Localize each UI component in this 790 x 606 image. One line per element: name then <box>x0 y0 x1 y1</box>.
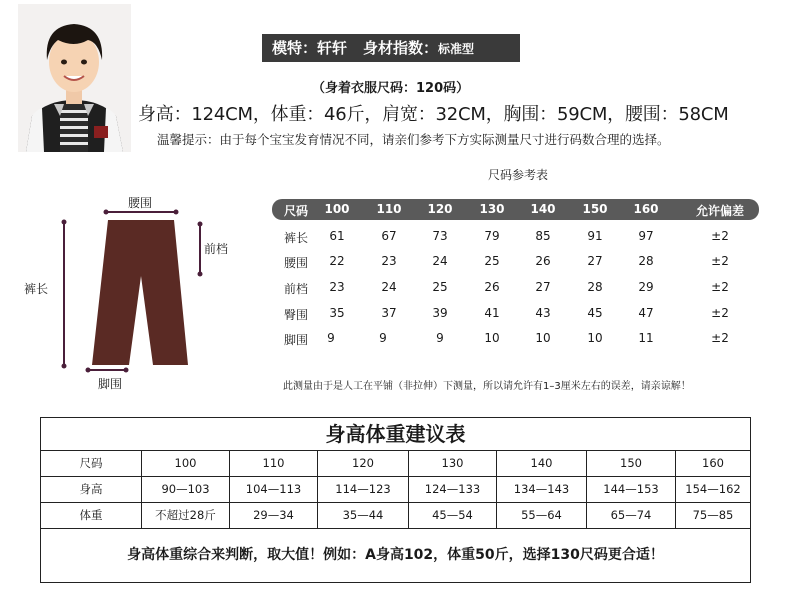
model-photo <box>18 4 131 152</box>
table-cell: 23 <box>329 280 345 294</box>
table-cell: 体重 <box>41 503 142 528</box>
table-cell: 25 <box>432 280 448 294</box>
table-cell: 91 <box>587 229 603 243</box>
suggestion-table-title: 身高体重建议表 <box>41 418 750 451</box>
size-table-header <box>272 199 759 220</box>
table-cell: 154—162 <box>685 482 741 496</box>
size-header-cell: 120 <box>427 202 453 216</box>
table-cell: 75—85 <box>692 508 734 522</box>
table-cell: 114—123 <box>318 477 409 502</box>
table-cell: 45 <box>587 306 603 320</box>
table-cell: 90—103 <box>142 477 230 502</box>
table-cell: 67 <box>381 229 397 243</box>
table-cell: 160 <box>702 456 724 470</box>
size-header-cell: 110 <box>376 202 402 216</box>
height-weight-table <box>40 417 751 583</box>
table-cell: 26 <box>484 280 500 294</box>
table-cell: 9 <box>436 331 444 345</box>
table-cell: 27 <box>587 254 603 268</box>
table-cell: 140 <box>497 451 587 476</box>
table-cell: 100 <box>142 451 230 476</box>
table-cell: 23 <box>381 254 397 268</box>
size-header-cell: 150 <box>582 202 608 216</box>
size-header-cell: 100 <box>324 202 350 216</box>
table-cell: 尺码 <box>41 451 142 476</box>
table-cell: 24 <box>381 280 397 294</box>
table-cell: 104—113 <box>230 477 318 502</box>
table-cell: 43 <box>535 306 551 320</box>
table-cell: 28 <box>638 254 654 268</box>
table-cell: 10 <box>587 331 603 345</box>
table-cell: 24 <box>432 254 448 268</box>
waist-label: 腰围 <box>128 196 153 210</box>
model-info-banner <box>262 34 520 62</box>
table-cell: 47 <box>638 306 654 320</box>
table-row <box>41 451 750 477</box>
table-cell: 150 <box>587 451 676 476</box>
table-cell: 97 <box>638 229 654 243</box>
table-cell: 134—143 <box>497 477 587 502</box>
pants-illustration <box>20 190 240 390</box>
table-cell: 55—64 <box>497 503 587 528</box>
table-cell: 39 <box>432 306 448 320</box>
table-cell: 9 <box>327 331 335 345</box>
table-row <box>41 477 750 503</box>
table-cell: 不超过28斤 <box>142 503 230 528</box>
measurement-note: 此测量由于是人工在平铺（非拉伸）下测量，所以请允许有1–3厘米左右的误差，请亲谅解！ <box>283 381 691 392</box>
table-cell: ±2 <box>711 254 729 268</box>
model-measurements: 身高：124CM，体重：46斤，肩宽：32CM，胸围：59CM，腰围：58CM <box>138 104 729 125</box>
table-cell: 35—44 <box>318 503 409 528</box>
table-cell: 9 <box>379 331 387 345</box>
table-cell: 裤长 <box>283 231 309 245</box>
table-cell: 10 <box>535 331 551 345</box>
table-cell: 35 <box>329 306 345 320</box>
hem-label: 脚围 <box>98 377 123 391</box>
table-cell: 120 <box>318 451 409 476</box>
table-cell: 臀围 <box>283 308 309 322</box>
table-cell: 41 <box>484 306 500 320</box>
table-cell: 腰围 <box>283 256 309 270</box>
table-cell: 26 <box>535 254 551 268</box>
size-header-cell: 140 <box>530 202 556 216</box>
table-cell: 45—54 <box>409 503 497 528</box>
model-name: 轩轩 <box>317 39 348 57</box>
table-cell: 11 <box>638 331 654 345</box>
model-label: 模特： <box>272 39 318 57</box>
body-index-value: 标准型 <box>438 42 475 56</box>
suggestion-footer: 身高体重综合来判断，取大值！例如：A身高102，体重50斤，选择130尺码更合适！ <box>127 547 664 563</box>
table-cell: 144—153 <box>587 477 676 502</box>
size-header-cell: 130 <box>479 202 505 216</box>
table-cell: 73 <box>432 229 448 243</box>
size-table-title: 尺码参考表 <box>488 168 549 182</box>
size-header-cell: 允许偏差 <box>695 204 745 218</box>
table-cell: 身高 <box>41 477 142 502</box>
table-cell: 65—74 <box>587 503 676 528</box>
length-label: 裤长 <box>24 282 49 296</box>
size-header-cell: 160 <box>633 202 659 216</box>
table-row <box>41 503 750 529</box>
table-cell: 25 <box>484 254 500 268</box>
table-cell: 110 <box>230 451 318 476</box>
table-cell: 37 <box>381 306 397 320</box>
table-cell: 28 <box>587 280 603 294</box>
table-cell: ±2 <box>711 229 729 243</box>
table-cell: 脚围 <box>283 333 309 347</box>
table-cell: 79 <box>484 229 500 243</box>
table-cell: ±2 <box>711 280 729 294</box>
front-rise-label: 前档 <box>204 242 229 256</box>
table-cell: 61 <box>329 229 345 243</box>
table-cell: 85 <box>535 229 551 243</box>
table-cell: 27 <box>535 280 551 294</box>
table-cell: 29 <box>638 280 654 294</box>
table-cell: 130 <box>409 451 497 476</box>
table-cell: 10 <box>484 331 500 345</box>
size-header-cell: 尺码 <box>283 204 309 218</box>
table-cell: 29—34 <box>230 503 318 528</box>
sizing-tip: 温馨提示：由于每个宝宝发育情况不同，请亲们参考下方实际测量尺寸进行码数合理的选择。 <box>157 132 670 147</box>
table-cell: ±2 <box>711 306 729 320</box>
table-cell: ±2 <box>711 331 729 345</box>
table-cell: 22 <box>329 254 345 268</box>
clothes-size-text: （身着衣服尺码：120码） <box>312 81 470 96</box>
pants-diagram <box>20 190 240 390</box>
table-cell: 前档 <box>283 282 309 296</box>
body-index-label: 身材指数： <box>363 39 439 57</box>
table-cell: 124—133 <box>409 477 497 502</box>
